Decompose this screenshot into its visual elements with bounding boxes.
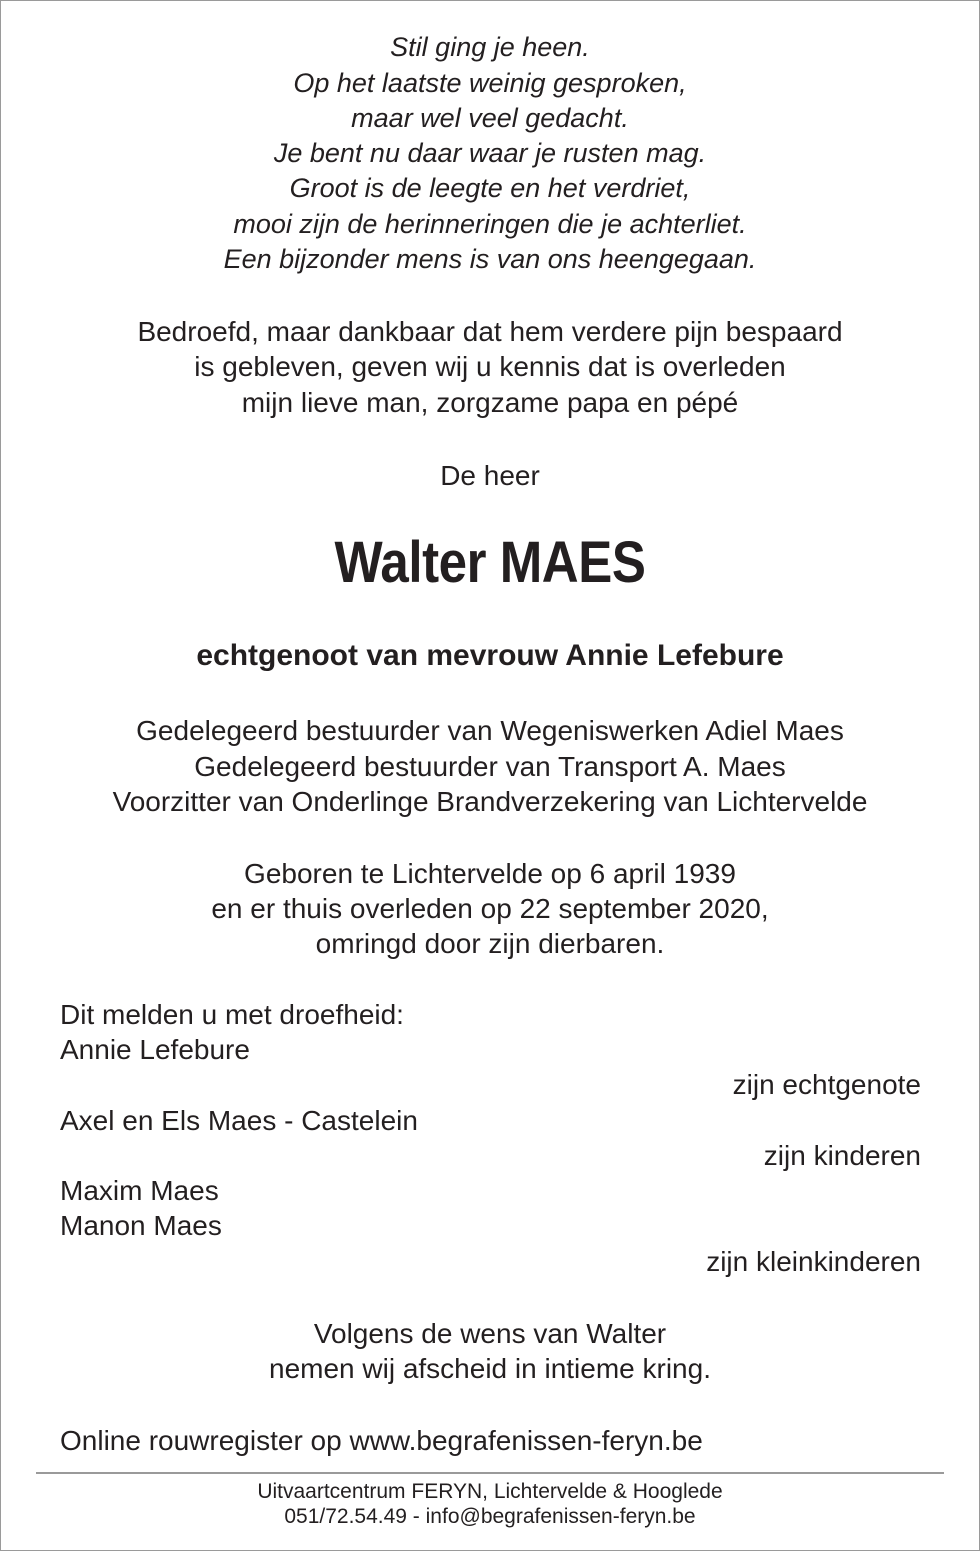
announcement-line: is gebleven, geven wij u kennis dat is overleden xyxy=(194,351,786,382)
death-line: en er thuis overleden op 22 september 2020, xyxy=(211,893,769,924)
function-line: Gedelegeerd bestuurder van Transport A. Maes xyxy=(194,751,786,782)
surrounded-line: omringd door zijn dierbaren. xyxy=(315,928,665,959)
poem-line: mooi zijn de herinneringen die je achterliet. xyxy=(233,209,747,239)
mourner-relation: zijn kleinkinderen xyxy=(706,1246,921,1277)
announcement-line: Bedroefd, maar dankbaar dat hem verdere pijn bespaard xyxy=(137,316,843,347)
poem-line: Op het laatste weinig gesproken, xyxy=(293,68,687,98)
salutation: De heer xyxy=(440,460,540,491)
mourner-name: Annie Lefebure xyxy=(60,1034,250,1065)
birth-line: Geboren te Lichtervelde op 6 april 1939 xyxy=(244,858,736,889)
farewell-line: nemen wij afscheid in intieme kring. xyxy=(269,1353,711,1384)
mourner-name: Maxim Maes xyxy=(60,1175,219,1206)
deceased-name: Walter MAES xyxy=(334,530,646,595)
poem-line: Groot is de leegte en het verdriet, xyxy=(289,173,691,203)
mourner-relation: zijn kinderen xyxy=(763,1140,921,1171)
spouse-line: echtgenoot van mevrouw Annie Lefebure xyxy=(196,639,784,672)
funeral-home-contact: 051/72.54.49 - info@begrafenissen-feryn.be xyxy=(284,1505,696,1528)
mourner-relation: zijn echtgenote xyxy=(732,1069,921,1100)
online-register: Online rouwregister op www.begrafenissen-feryn.be xyxy=(60,1425,703,1456)
mourner-name: Manon Maes xyxy=(60,1210,222,1241)
poem-line: Een bijzonder mens is van ons heengegaan. xyxy=(223,244,757,274)
footer-divider xyxy=(36,1472,944,1474)
function-line: Gedelegeerd bestuurder van Wegeniswerken Adiel Maes xyxy=(136,715,844,746)
mourner-name: Axel en Els Maes - Castelein xyxy=(60,1105,418,1136)
function-line: Voorzitter van Onderlinge Brandverzekering van Lichtervelde xyxy=(112,786,868,817)
poem-line: Stil ging je heen. xyxy=(390,32,590,62)
poem-line: maar wel veel gedacht. xyxy=(351,103,629,133)
mourners-intro: Dit melden u met droefheid: xyxy=(60,999,404,1030)
poem-line: Je bent nu daar waar je rusten mag. xyxy=(273,138,707,168)
announcement-line: mijn lieve man, zorgzame papa en pépé xyxy=(241,387,739,418)
funeral-home-name: Uitvaartcentrum FERYN, Lichtervelde & Hooglede xyxy=(257,1480,723,1503)
farewell-line: Volgens de wens van Walter xyxy=(313,1318,667,1349)
